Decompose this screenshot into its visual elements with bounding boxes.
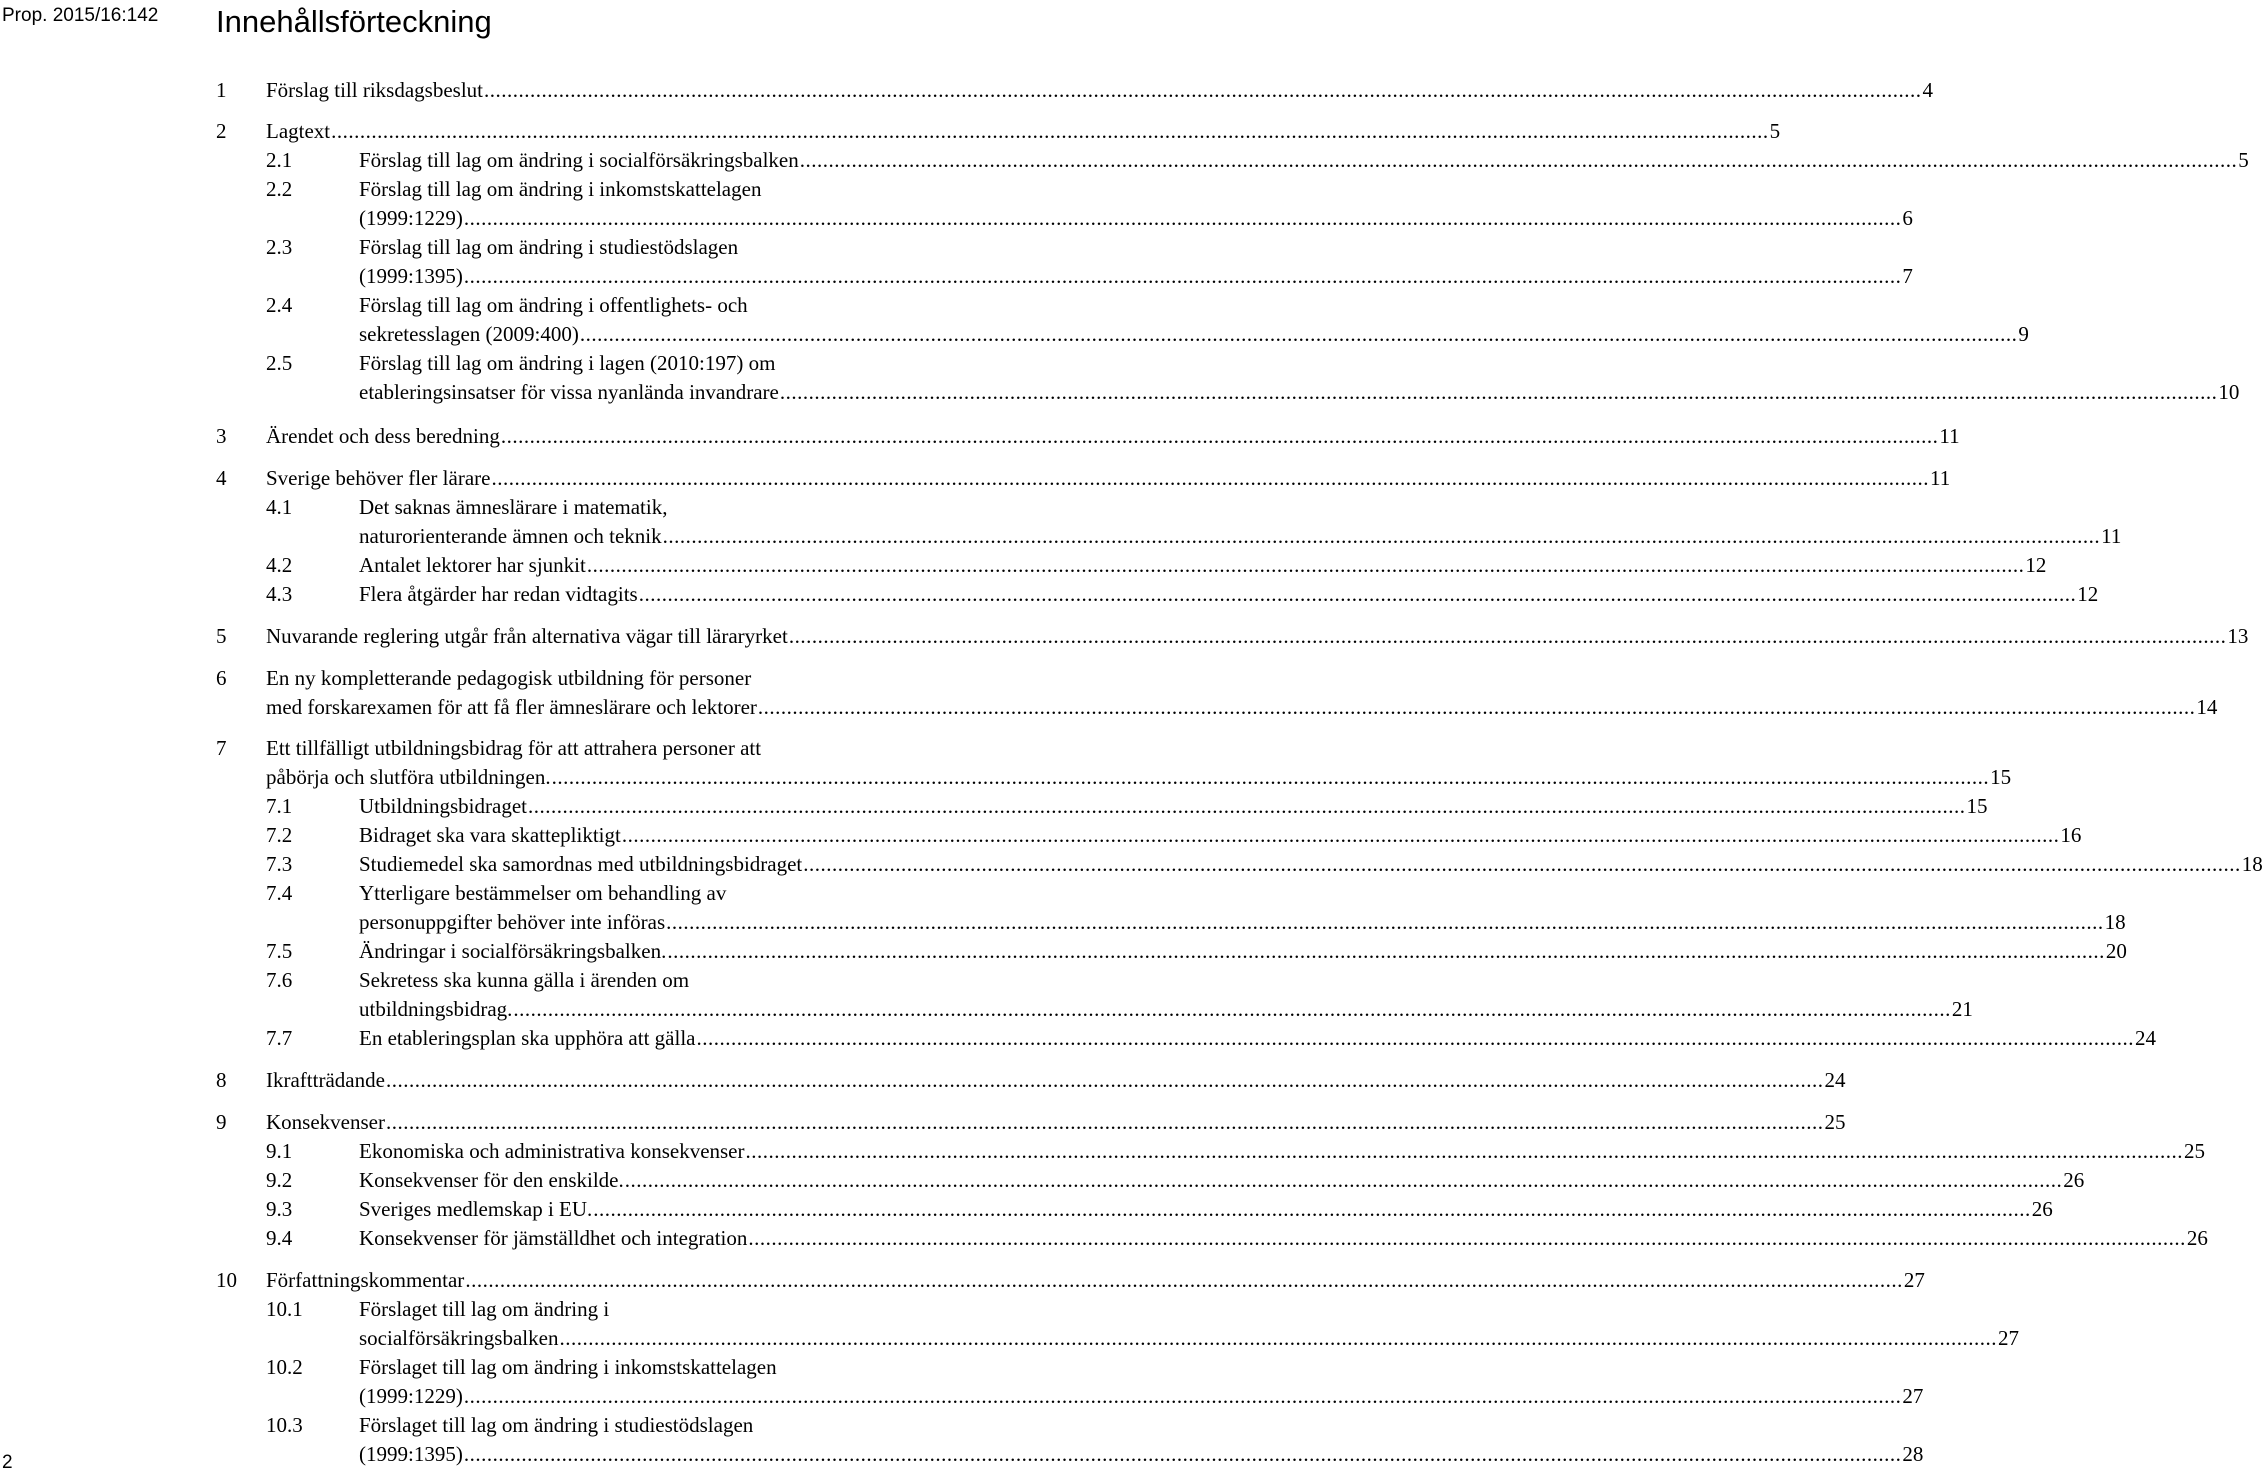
toc-entry-number: 9.1	[266, 1139, 293, 1163]
toc-entry-title: utbildningsbidrag.	[359, 997, 513, 1021]
toc-page-number: 12	[2077, 582, 2099, 606]
toc-entry-title: Bidraget ska vara skattepliktigt	[359, 823, 621, 847]
toc-entry[interactable]	[359, 146, 2249, 175]
toc-entry-title: sekretesslagen (2009:400)	[359, 322, 579, 346]
toc-entry-title: Konsekvenser för jämställdhet och integration	[359, 1226, 748, 1250]
toc-entry-title: Förslag till riksdagsbeslut	[266, 78, 483, 102]
toc-page-number: 14	[2196, 695, 2218, 719]
toc-entry[interactable]	[359, 1440, 1924, 1469]
toc-entry[interactable]	[266, 422, 1960, 451]
dot-leader: ..........................................................................................................................................................................................................................................................	[748, 1226, 2186, 1250]
toc-entry[interactable]	[359, 908, 2126, 937]
toc-entry[interactable]	[266, 1108, 1846, 1137]
toc-entry-title: Sveriges medlemskap i EU.	[359, 1197, 593, 1221]
toc-entry[interactable]	[266, 76, 1933, 105]
toc-entry-title: Lagtext	[266, 119, 331, 143]
proposition-reference: Prop. 2015/16:142	[2, 5, 159, 26]
toc-entry-number: 9	[216, 1110, 227, 1134]
toc-entry[interactable]	[359, 1195, 2053, 1224]
toc-entry-number: 7.3	[266, 852, 293, 876]
dot-leader: ..........................................................................................................................................................................................................................................................	[465, 1268, 1903, 1292]
toc-page-number: 15	[1990, 765, 2012, 789]
toc-entry[interactable]	[359, 1382, 1924, 1411]
toc-entry-title: Studiemedel ska samordnas med utbildningsbidraget	[359, 852, 803, 876]
dot-leader: ..........................................................................................................................................................................................................................................................	[500, 424, 1939, 448]
toc-entry-title: Förslag till lag om ändring i lagen (2010:197) om	[359, 351, 776, 375]
dot-leader: ..........................................................................................................................................................................................................................................................	[463, 206, 1902, 230]
toc-entry-number: 2.2	[266, 177, 293, 201]
toc-entry[interactable]	[359, 1324, 2019, 1353]
toc-page-number: 11	[1929, 466, 1951, 490]
toc-entry-number: 8	[216, 1068, 227, 1092]
toc-entry-title: Utbildningsbidraget	[359, 794, 527, 818]
toc-entry[interactable]	[359, 522, 2122, 551]
dot-leader: ..........................................................................................................................................................................................................................................................	[779, 380, 2218, 404]
toc-entry-title: Förslaget till lag om ändring i studiestödslagen	[359, 1413, 754, 1437]
toc-entry-number: 10.1	[266, 1297, 303, 1321]
toc-entry-number: 3	[216, 424, 227, 448]
toc-entry-title: En ny kompletterande pedagogisk utbildning för personer	[266, 666, 752, 690]
toc-entry-title: Konsekvenser	[266, 1110, 385, 1134]
toc-entry-title: etableringsinsatser för vissa nyanlända invandrare	[359, 380, 779, 404]
toc-page-number: 12	[2025, 553, 2047, 577]
toc-entry[interactable]	[359, 262, 1913, 291]
dot-leader: ..........................................................................................................................................................................................................................................................	[586, 553, 2025, 577]
toc-entry-number: 10	[216, 1268, 237, 1292]
toc-entry[interactable]	[359, 551, 2047, 580]
toc-page-number: 9	[2018, 322, 2029, 346]
toc-entry-title: Förslag till lag om ändring i socialförsäkringsbalken	[359, 148, 799, 172]
toc-entry-title: Ikraftträdande	[266, 1068, 385, 1092]
toc-entry[interactable]	[359, 580, 2099, 609]
toc-entry-title: personuppgifter behöver inte införas	[359, 910, 666, 934]
toc-entry[interactable]	[266, 1266, 1925, 1295]
toc-entry-title: Förslag till lag om ändring i studiestödslagen	[359, 235, 739, 259]
toc-entry-number: 10.3	[266, 1413, 303, 1437]
toc-entry-number: 7.4	[266, 881, 293, 905]
toc-entry-title: Författningskommentar	[266, 1268, 465, 1292]
dot-leader: ..........................................................................................................................................................................................................................................................	[331, 119, 1769, 143]
toc-entry-title: Förslag till lag om ändring i offentlighets- och	[359, 293, 748, 317]
dot-leader: ..........................................................................................................................................................................................................................................................	[551, 765, 1990, 789]
toc-entry[interactable]	[359, 320, 2029, 349]
toc-entry[interactable]	[266, 622, 2249, 651]
page-title: Innehållsförteckning	[216, 4, 492, 39]
toc-page-number: 7	[1902, 264, 1913, 288]
dot-leader: ..........................................................................................................................................................................................................................................................	[638, 582, 2077, 606]
dot-leader: ..........................................................................................................................................................................................................................................................	[491, 466, 1929, 490]
toc-page-number: 13	[2227, 624, 2249, 648]
toc-entry[interactable]	[266, 763, 2012, 792]
toc-entry-number: 1	[216, 78, 227, 102]
toc-entry[interactable]	[359, 850, 2263, 879]
toc-entry-number: 2	[216, 119, 227, 143]
dot-leader: ..........................................................................................................................................................................................................................................................	[696, 1026, 2134, 1050]
toc-entry-title: Sekretess ska kunna gälla i ärenden om	[359, 968, 690, 992]
toc-page-number: 18	[2241, 852, 2263, 876]
dot-leader: ..........................................................................................................................................................................................................................................................	[803, 852, 2241, 876]
toc-entry-number: 4.3	[266, 582, 293, 606]
dot-leader: ..........................................................................................................................................................................................................................................................	[624, 1168, 2063, 1192]
dot-leader: ..........................................................................................................................................................................................................................................................	[559, 1326, 1997, 1350]
toc-entry-title: Sverige behöver fler lärare	[266, 466, 491, 490]
dot-leader: ..........................................................................................................................................................................................................................................................	[666, 910, 2104, 934]
toc-page-number: 28	[1902, 1442, 1924, 1466]
toc-entry-title: (1999:1395)	[359, 1442, 463, 1466]
toc-entry-title: Konsekvenser för den enskilde.	[359, 1168, 624, 1192]
toc-entry[interactable]	[266, 117, 1781, 146]
toc-page-number: 6	[1902, 206, 1913, 230]
toc-entry-title: Nuvarande reglering utgår från alternativa vägar till läraryrket	[266, 624, 788, 648]
toc-entry-title: Ekonomiska och administrativa konsekvenser	[359, 1139, 745, 1163]
toc-page-number: 5	[2238, 148, 2249, 172]
toc-page-number: 21	[1951, 997, 1973, 1021]
toc-entry-number: 2.1	[266, 148, 293, 172]
toc-page-number: 11	[2101, 524, 2122, 548]
toc-entry-title: Antalet lektorer har sjunkit	[359, 553, 586, 577]
toc-entry-number: 4.2	[266, 553, 293, 577]
dot-leader: ..........................................................................................................................................................................................................................................................	[463, 1384, 1902, 1408]
toc-entry-number: 2.5	[266, 351, 293, 375]
toc-entry-number: 2.3	[266, 235, 293, 259]
toc-page-number: 5	[1769, 119, 1781, 143]
toc-page-number: 15	[1966, 794, 1988, 818]
toc-entry-number: 9.3	[266, 1197, 293, 1221]
toc-page-number: 26	[2031, 1197, 2053, 1221]
toc-page-number: 16	[2060, 823, 2082, 847]
toc-page-number: 25	[2184, 1139, 2205, 1163]
toc-entry-title: Förslag till lag om ändring i inkomstskattelagen	[359, 177, 762, 201]
toc-entry[interactable]	[359, 1166, 2085, 1195]
toc-entry-title: Förslaget till lag om ändring i inkomstskattelagen	[359, 1355, 777, 1379]
toc-entry[interactable]	[359, 821, 2082, 850]
toc-entry-number: 4.1	[266, 495, 293, 519]
toc-entry-title: Ett tillfälligt utbildningsbidrag för att attrahera personer att	[266, 736, 762, 760]
dot-leader: ..........................................................................................................................................................................................................................................................	[788, 624, 2227, 648]
toc-page-number: 10	[2218, 380, 2240, 404]
toc-entry[interactable]	[359, 1224, 2208, 1253]
toc-entry-title: (1999:1229)	[359, 206, 463, 230]
dot-leader: ..........................................................................................................................................................................................................................................................	[799, 148, 2238, 172]
toc-page-number: 24	[1824, 1068, 1846, 1092]
toc-entry-number: 4	[216, 466, 227, 490]
dot-leader: ..........................................................................................................................................................................................................................................................	[745, 1139, 2183, 1163]
toc-page-number: 11	[1939, 424, 1960, 448]
toc-page-number: 27	[1997, 1326, 2019, 1350]
dot-leader: ..........................................................................................................................................................................................................................................................	[527, 794, 1966, 818]
toc-entry-title: påbörja och slutföra utbildningen.	[266, 765, 551, 789]
dot-leader: ..........................................................................................................................................................................................................................................................	[593, 1197, 2031, 1221]
page-number: 2	[2, 1452, 13, 1473]
toc-entry-title: med forskarexamen för att få fler ämneslärare och lektorer	[266, 695, 757, 719]
toc-entry[interactable]	[359, 995, 1973, 1024]
toc-page-number: 27	[1902, 1384, 1924, 1408]
dot-leader: ..........................................................................................................................................................................................................................................................	[463, 1442, 1902, 1466]
toc-entry-number: 7.7	[266, 1026, 293, 1050]
toc-page-number: 24	[2134, 1026, 2156, 1050]
toc-entry-title: Förslaget till lag om ändring i	[359, 1297, 610, 1321]
toc-page-number: 26	[2186, 1226, 2208, 1250]
toc-page-number: 20	[2105, 939, 2127, 963]
toc-entry-number: 7.2	[266, 823, 293, 847]
toc-entry-title: (1999:1395)	[359, 264, 463, 288]
toc-entry-title: naturorienterande ämnen och teknik	[359, 524, 662, 548]
dot-leader: ..........................................................................................................................................................................................................................................................	[463, 264, 1902, 288]
toc-entry-title: En etableringsplan ska upphöra att gälla	[359, 1026, 696, 1050]
toc-entry-title: Ytterligare bestämmelser om behandling av	[359, 881, 727, 905]
toc-entry[interactable]	[359, 1137, 2205, 1166]
toc-entry-title: Flera åtgärder har redan vidtagits	[359, 582, 638, 606]
toc-entry[interactable]	[266, 464, 1951, 493]
dot-leader: ..........................................................................................................................................................................................................................................................	[484, 78, 1922, 102]
toc-entry-number: 7.6	[266, 968, 293, 992]
toc-entry-title: Det saknas ämneslärare i matematik,	[359, 495, 668, 519]
toc-entry-number: 10.2	[266, 1355, 303, 1379]
dot-leader: ..........................................................................................................................................................................................................................................................	[757, 695, 2196, 719]
toc-entry[interactable]	[266, 693, 2218, 722]
toc-entry[interactable]	[359, 937, 2127, 966]
toc-entry-title: socialförsäkringsbalken	[359, 1326, 559, 1350]
toc-entry-title: Ärendet och dess beredning	[266, 424, 500, 448]
toc-entry-number: 9.4	[266, 1226, 293, 1250]
toc-page-number: 18	[2104, 910, 2126, 934]
toc-entry-number: 6	[216, 666, 227, 690]
toc-entry-number: 7.5	[266, 939, 293, 963]
dot-leader: ..........................................................................................................................................................................................................................................................	[513, 997, 1951, 1021]
toc-entry[interactable]	[359, 204, 1913, 233]
dot-leader: ..........................................................................................................................................................................................................................................................	[579, 322, 2018, 346]
toc-entry-number: 2.4	[266, 293, 293, 317]
dot-leader: ..........................................................................................................................................................................................................................................................	[385, 1110, 1824, 1134]
toc-entry-number: 9.2	[266, 1168, 293, 1192]
toc-entry-number: 5	[216, 624, 227, 648]
toc-entry-title: Ändringar i socialförsäkringsbalken.	[359, 939, 667, 963]
toc-entry[interactable]	[359, 792, 1988, 821]
toc-page-number: 25	[1824, 1110, 1846, 1134]
toc-entry[interactable]	[266, 1066, 1846, 1095]
toc-page-number: 4	[1922, 78, 1933, 102]
dot-leader: ..........................................................................................................................................................................................................................................................	[621, 823, 2060, 847]
toc-entry[interactable]	[359, 378, 2240, 407]
toc-entry-number: 7.1	[266, 794, 293, 818]
toc-entry[interactable]	[359, 1024, 2156, 1053]
toc-page-number: 26	[2063, 1168, 2085, 1192]
dot-leader: ..........................................................................................................................................................................................................................................................	[385, 1068, 1824, 1092]
dot-leader: ..........................................................................................................................................................................................................................................................	[662, 524, 2101, 548]
dot-leader: ..........................................................................................................................................................................................................................................................	[667, 939, 2105, 963]
toc-entry-number: 7	[216, 736, 227, 760]
toc-entry-title: (1999:1229)	[359, 1384, 463, 1408]
toc-page-number: 27	[1903, 1268, 1925, 1292]
